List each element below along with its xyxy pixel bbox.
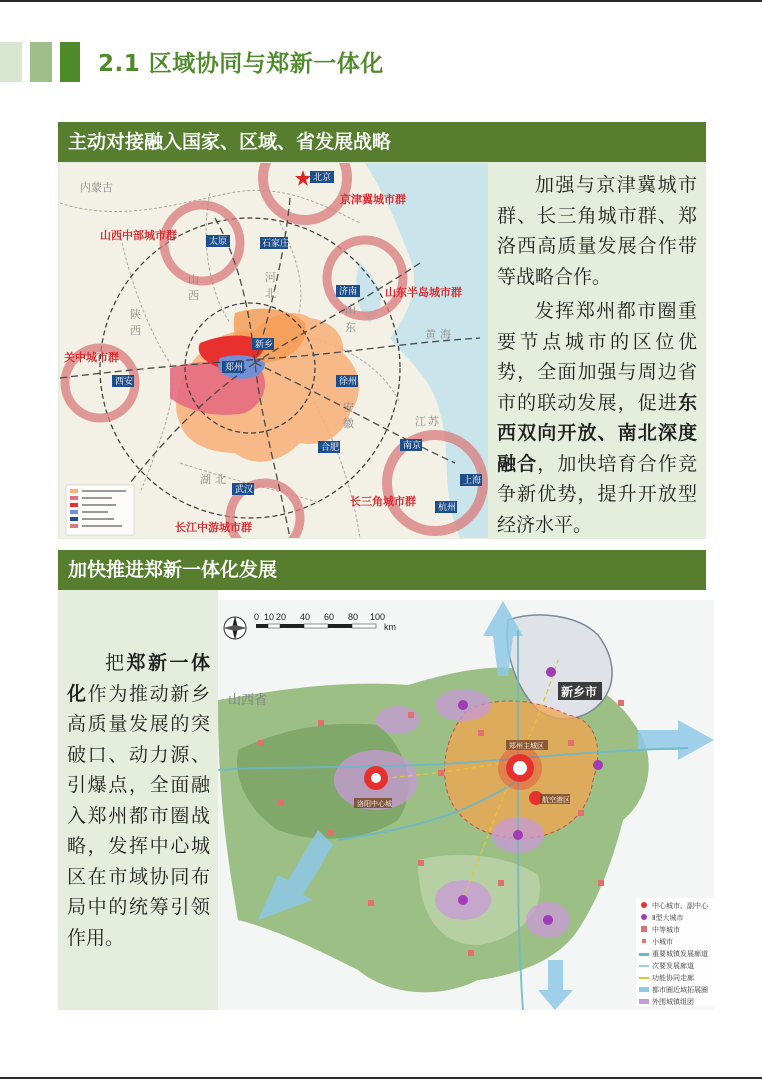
city-tag: 北京 xyxy=(313,172,332,182)
scale-unit: km xyxy=(384,622,396,632)
region-label: 东 xyxy=(345,322,356,334)
highlight-east-west: 东西双向开放、南北深度融合 xyxy=(497,391,697,475)
section1-paragraph-2: 发挥郑州都市圈重要节点城市的区位优势，全面加强与周边省市的联动发展，促进东西双向开放、南北深度融合，加快培育合作竞争新优势，提升开放型经济水平。 xyxy=(497,300,697,536)
province-label: 山西省 xyxy=(228,692,268,707)
region-label: 徽 xyxy=(343,418,354,430)
cluster-label: 长江中游城市群 xyxy=(175,522,252,534)
scale-label: 60 xyxy=(324,612,335,622)
scale-label: 0 xyxy=(254,612,260,622)
plan-map-legend xyxy=(636,898,714,1006)
zhengxin-integration-map xyxy=(218,600,714,1010)
legend-label: 小城市 xyxy=(652,939,673,946)
center-label: 洛阳中心城 xyxy=(357,801,392,808)
region-label: 苏 xyxy=(428,416,439,428)
region-label: 陕 xyxy=(130,309,141,321)
city-tag: 徐州 xyxy=(339,376,358,386)
region-label: 黄 xyxy=(425,329,436,341)
center-label: 郑州主城区 xyxy=(509,743,544,750)
scale-label: 100 xyxy=(370,612,386,622)
city-tag: 太原 xyxy=(209,236,228,246)
legend-label: 次要发展廊道 xyxy=(652,963,694,970)
region-label: 北 xyxy=(215,474,226,486)
scale-label: 10 xyxy=(264,612,275,622)
cluster-label: 山西中部城市群 xyxy=(100,230,177,242)
region-label: 安 xyxy=(343,402,354,414)
city-tag: 济南 xyxy=(339,286,358,296)
page-title: 2.1 区域协同与郑新一体化 xyxy=(98,51,384,77)
title-bar-dark xyxy=(60,42,80,82)
top-rule xyxy=(0,0,762,2)
city-tag: 西安 xyxy=(115,376,134,386)
section2-header: 加快推进郑新一体化发展 xyxy=(58,550,706,590)
region-label: 西 xyxy=(188,290,199,302)
legend-label: Ⅱ型大城市 xyxy=(652,915,684,922)
city-tag: 杭州 xyxy=(438,502,457,512)
capital-star-icon xyxy=(295,170,311,186)
region-label: 北 xyxy=(265,288,276,300)
city-tag: 郑州 xyxy=(225,362,244,372)
region-label: 山 xyxy=(345,304,356,316)
city-tag: 南京 xyxy=(403,440,422,450)
scale-label: 20 xyxy=(276,612,287,622)
title-bar-mid xyxy=(30,42,52,82)
city-tag: 新乡 xyxy=(255,339,274,349)
cluster-label: 京津冀城市群 xyxy=(340,194,406,206)
scale-label: 40 xyxy=(300,612,311,622)
section1-text xyxy=(497,170,697,540)
legend-label: 外围城镇组团 xyxy=(652,999,694,1006)
region-label: 西 xyxy=(130,325,141,337)
region-label: 海 xyxy=(440,329,451,341)
compass-icon xyxy=(223,616,247,640)
section1-paragraph-1: 加强与京津冀城市群、长三角城市群、郑洛西高质量发展合作带等战略合作。 xyxy=(497,174,697,288)
legend-label: 中心城市、副中心 xyxy=(652,903,708,910)
region-label: 山 xyxy=(188,274,199,286)
regional-strategy-map xyxy=(60,163,488,538)
highlight-zhengxin: 郑新一体化 xyxy=(67,652,210,705)
region-label: 江 xyxy=(415,416,426,428)
legend-label: 功能协同走廊 xyxy=(652,975,694,982)
section2-paragraph: 把郑新一体化作为推动新乡高质量发展的突破口、动力源、引爆点，全面融入郑州都市圈战略，发挥中心城区在市域协同布局中的统筹引领作用。 xyxy=(67,652,210,949)
section2-text xyxy=(67,648,210,953)
map-legend xyxy=(66,485,134,535)
city-tag: 上海 xyxy=(463,475,482,485)
bottom-rule xyxy=(0,1077,762,1079)
legend-label: 中等城市 xyxy=(652,927,680,934)
region-label: 内蒙古 xyxy=(80,182,113,194)
scale-bar xyxy=(254,612,396,632)
legend-label: 重要城镇发展廊道 xyxy=(652,951,708,958)
center-label: 航空港区 xyxy=(542,797,570,804)
city-tag: 合肥 xyxy=(321,442,340,452)
section1-header: 主动对接融入国家、区域、省发展战略 xyxy=(58,122,706,162)
region-label: 湖 xyxy=(200,474,211,486)
scale-label: 80 xyxy=(348,612,359,622)
cluster-label: 长三角城市群 xyxy=(350,496,416,508)
cluster-label: 山东半岛城市群 xyxy=(385,287,462,299)
cluster-label: 关中城市群 xyxy=(64,352,119,364)
legend-label: 都市圈近域拓展圈 xyxy=(652,987,708,994)
city-tag-xinxiang: 新乡市 xyxy=(561,685,598,699)
city-tag: 武汉 xyxy=(235,484,254,494)
title-bar-light xyxy=(0,42,22,82)
city-tag: 石家庄 xyxy=(262,238,290,248)
region-label: 河 xyxy=(265,272,276,284)
